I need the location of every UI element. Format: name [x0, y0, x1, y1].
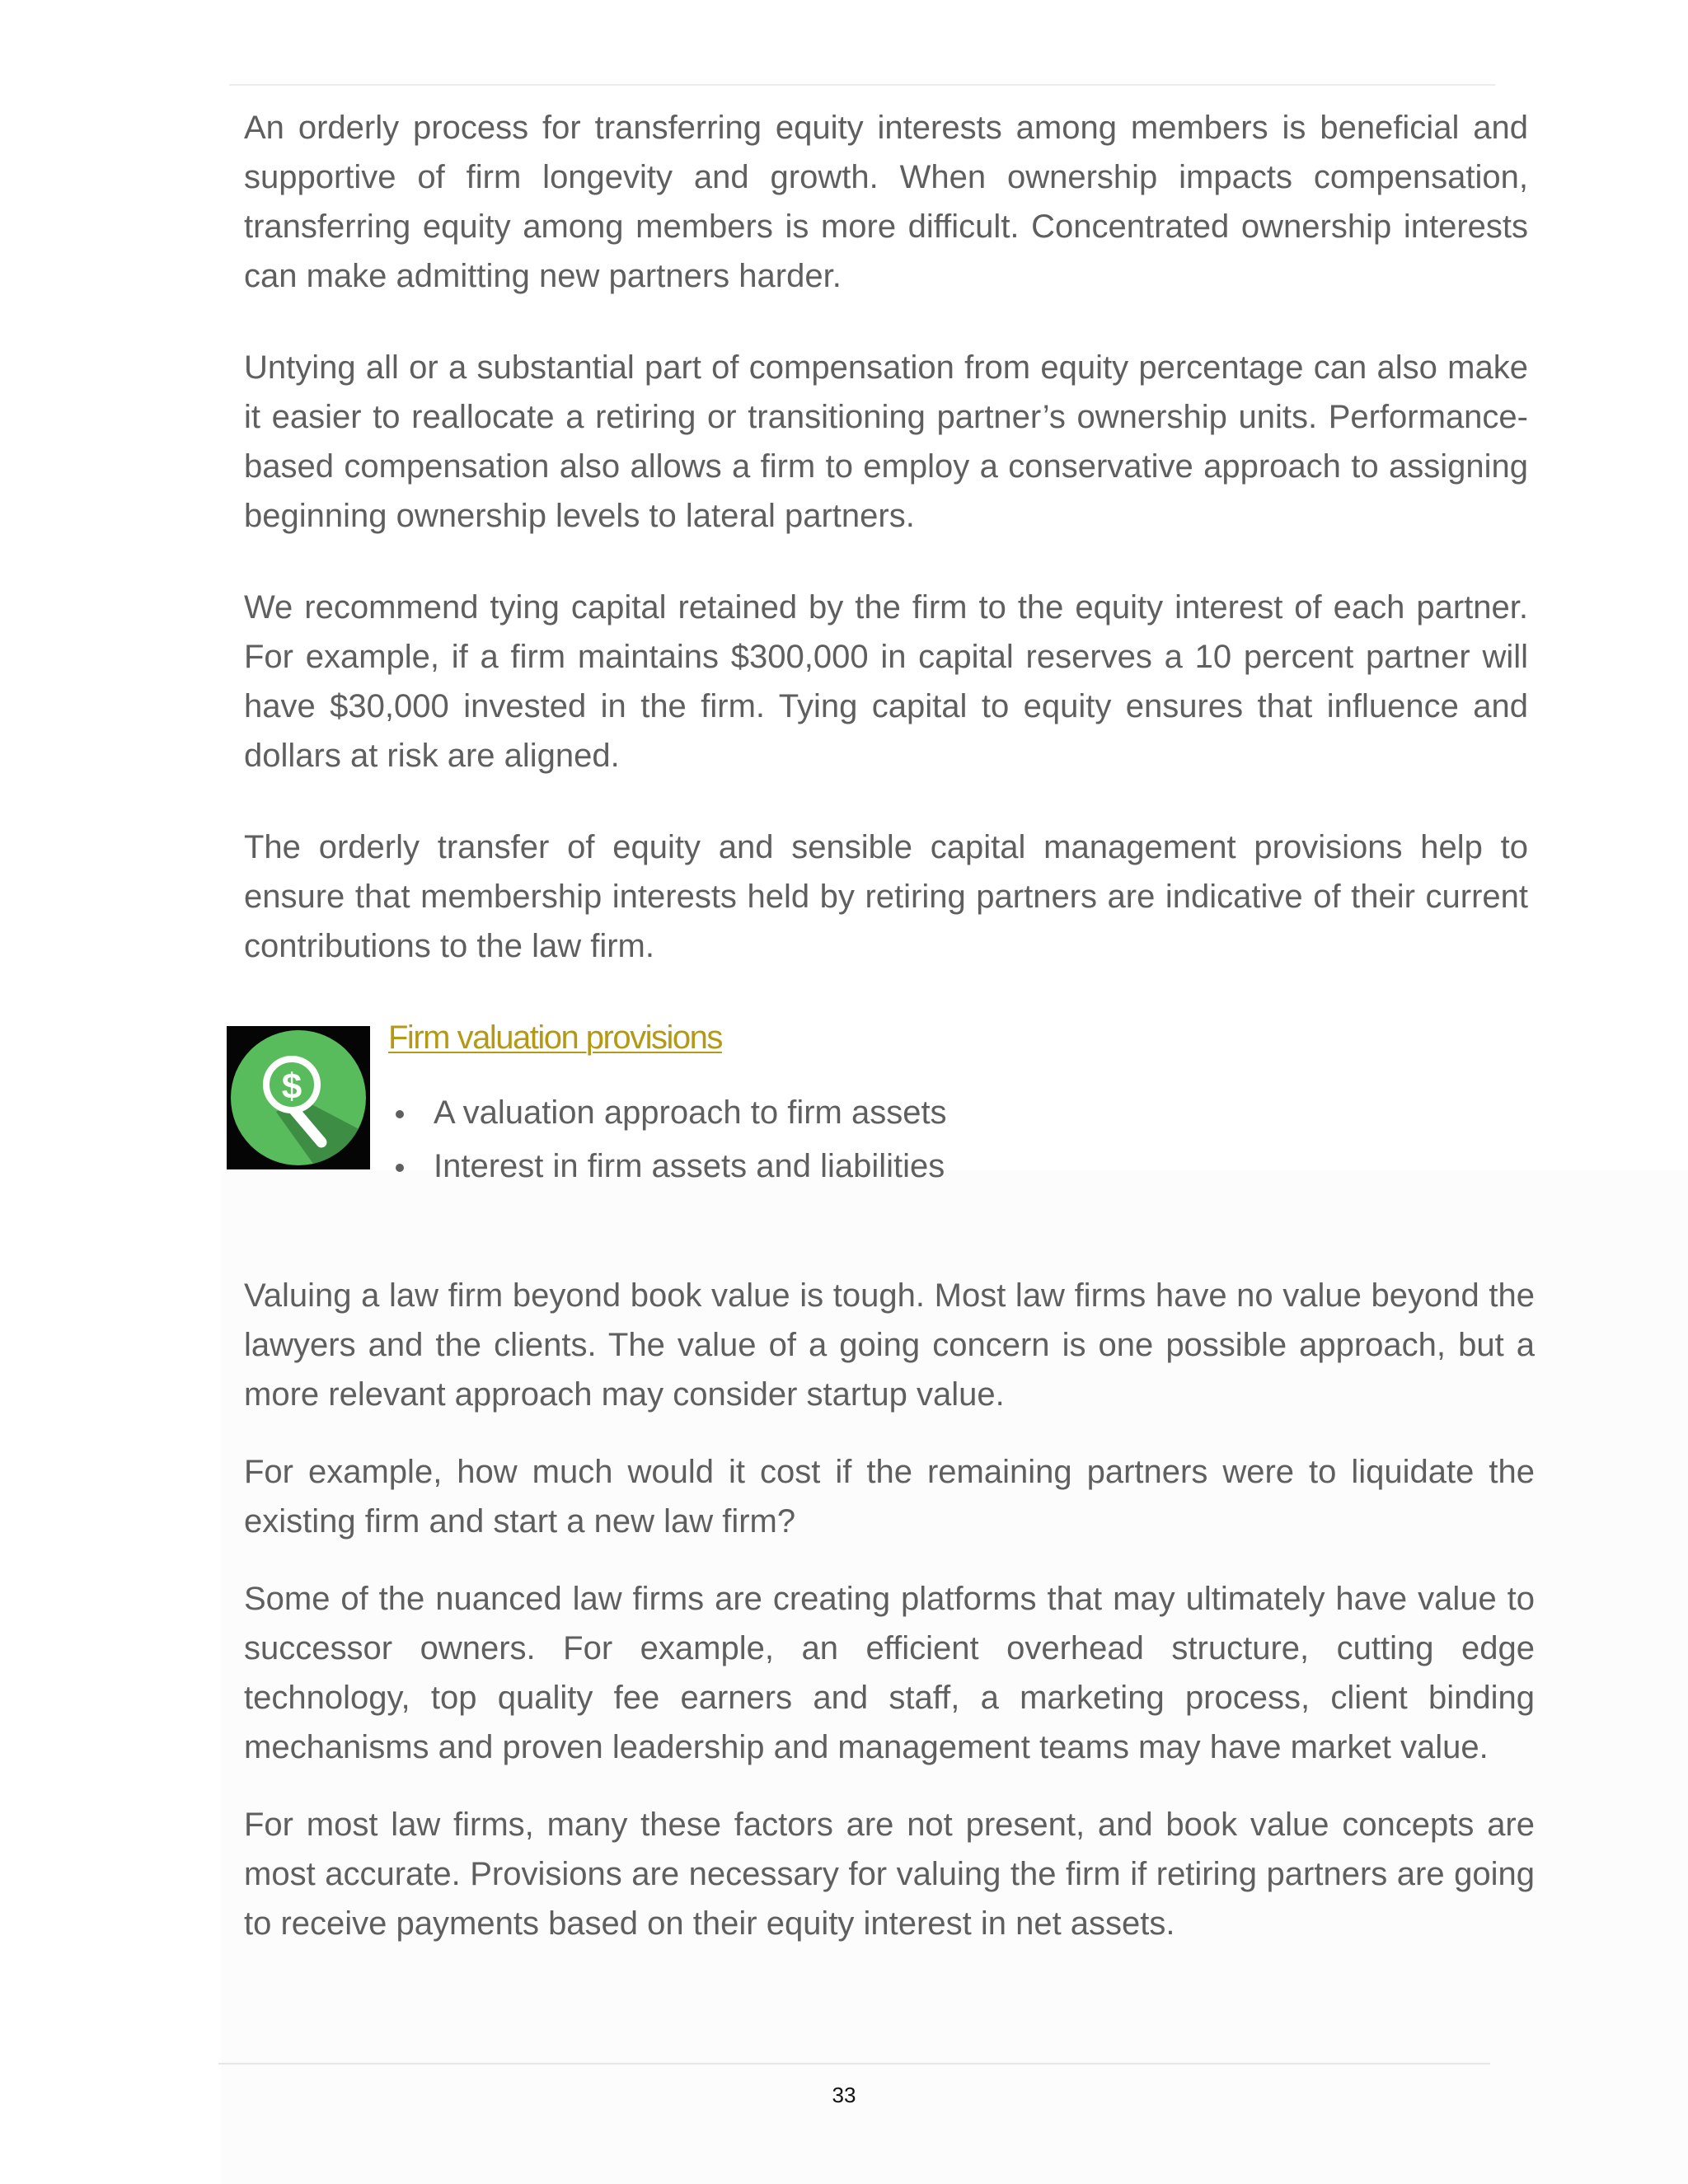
- svg-text:$: $: [281, 1066, 302, 1107]
- bullet-list: [387, 1086, 947, 1193]
- paragraph-equity-transfer: An orderly process for transferring equity interests among members is beneficial and supportive of firm longevity and growth. When ownership impacts compensation, transferring equity among members is more difficult. Concentrated ownership interests can make admitting new partners harder.: [244, 110, 1528, 294]
- bullet-item: [387, 1140, 947, 1193]
- bullet-text: Interest in firm assets and liabilities: [434, 1148, 945, 1184]
- paragraph-liquidation-example: For example, how much would it cost if the remaining partners were to liquidate the existing firm and start a new law firm?: [244, 1454, 1535, 1540]
- bullet-dot: [396, 1164, 404, 1172]
- bullet-text: A valuation approach to firm assets: [434, 1094, 947, 1131]
- footer-rule: [218, 2063, 1490, 2064]
- paragraph-valuing-law-firm: Valuing a law firm beyond book value is tough. Most law firms have no value beyond the lawyers and the clients. The value of a going concern is one possible approach, but a more relevant approach may consider startup value.: [244, 1277, 1535, 1413]
- section-heading-firm-valuation: Firm valuation provisions: [388, 1019, 722, 1056]
- bullet-item: [387, 1086, 947, 1140]
- page-number: 33: [832, 2083, 856, 2107]
- paragraph-orderly-transfer: The orderly transfer of equity and sensible capital management provisions help to ensure that membership interests held by retiring partners are indicative of their current contributions to the law firm.: [244, 829, 1528, 964]
- dollar-magnifier-icon: [227, 1026, 370, 1169]
- paragraph-platform-value: Some of the nuanced law firms are creating platforms that may ultimately have value to successor owners. For example, an efficient overhead structure, cutting edge technology, top quality fee earners and staff, a marketing process, client binding mechanisms and proven leadership and management teams may have market value.: [244, 1581, 1535, 1765]
- bullet-dot: [396, 1110, 404, 1118]
- paragraph-book-value: For most law firms, many these factors are not present, and book value concepts are most accurate. Provisions are necessary for valuing the firm if retiring partners are going to receive payments based on their equity interest in net assets.: [244, 1807, 1535, 1942]
- paragraph-tying-capital: We recommend tying capital retained by the firm to the equity interest of each partner. For example, if a firm maintains $300,000 in capital reserves a 10 percent partner will have $30,000 invested in the firm. Tying capital to equity ensures that influence and dollars at risk are aligned.: [244, 589, 1528, 774]
- header-rule: [229, 84, 1495, 86]
- paragraph-untying-compensation: Untying all or a substantial part of compensation from equity percentage can also make it easier to reallocate a retiring or transitioning partner’s ownership units. Performance-based compensation also allows a firm to employ a conservative approach to assigning beginning ownership levels to lateral partners.: [244, 349, 1528, 534]
